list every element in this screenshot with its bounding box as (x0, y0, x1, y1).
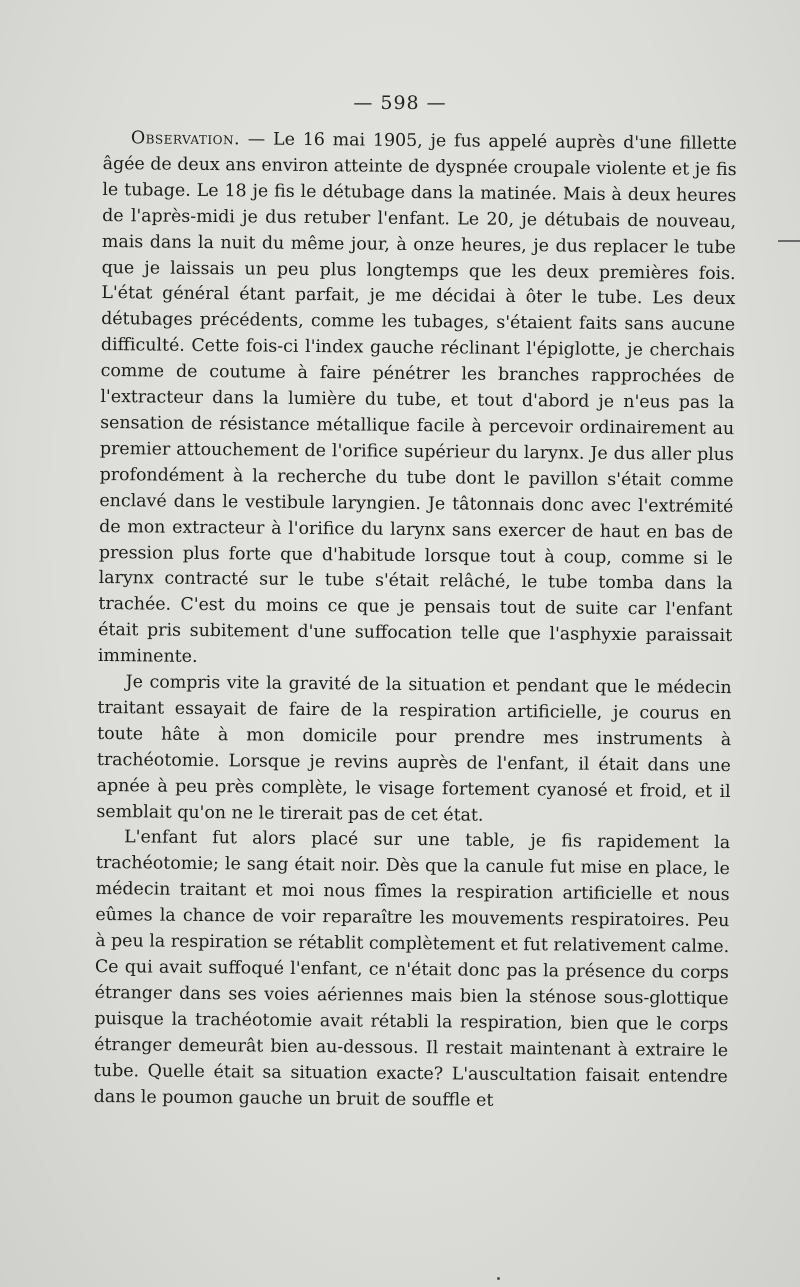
margin-mark (778, 240, 800, 242)
paragraph-text: Je compris vite la gravité de la situation et pendant que le médecin traitant essayait de faire de la respiration artificielle, je courus en toute hâte à mon domicile pour prendre mes instruments à trachéotomie. Lorsque je revins auprès de l'enfant, il était dans une apnée à peu près complète, le visage fortement cyanosé et froid, et il semblait qu'on ne le tirerait pas de cet état. (96, 672, 732, 826)
paragraph-text: Le 16 mai 1905, je fus appelé auprès d'une fillette âgée de deux ans environ atteinte de dyspnée croupale violente et je fis le tubage. Le 18 je fis le détubage dans la matinée. Mais à deux heures de l'après-midi je dus retuber l'enfant. Le 20, je détubais de nouveau, mais dans la nuit du même jour, à onze heures, je dus replacer le tube que je laissais un peu plus longtemps que les deux premières fois. L'état général étant parfait, je me décidai à ôter le tube. Les deux détubages précédents, comme les tubages, s'étaient faits sans aucune difficulté. Cette fois-ci l'index gauche réclinant l'épiglotte, je cherchais comme de coutume à faire pénétrer les branches rapprochées de l'extracteur dans la lumière du tube, et tout d'abord je n'eus pas la sensation de résistance métallique facile à percevoir ordinairement au premier attouchement de l'orifice supérieur du larynx. Je dus aller plus profondément à la recherche du tube dont le pavillon s'était comme enclavé dans le vestibule laryngien. Je tâtonnais donc avec l'extrémité de mon extracteur à l'orifice du larynx sans exercer de haut en bas de pression plus forte que d'habitude lorsque tout à coup, comme si le larynx contracté sur le tube s'était relâché, le tube tomba dans la trachée. C'est du moins ce que je pensais tout de suite car l'enfant était pris subitement d'une suffocation telle que l'asphyxie paraissait imminente. (97, 129, 737, 668)
observation-heading: Observation. (130, 128, 241, 150)
paragraph-observation (98, 126, 737, 676)
body-text (94, 126, 737, 1116)
heading-dash: — (239, 129, 274, 150)
paragraph-text: L'enfant fut alors placé sur une table, je fis rapidement la trachéotomie; le sang était noir. Dès que la canule fut mise en place, le médecin traitant et moi nous fîmes la respiration artificielle et nous eûmes la chance de voir reparaître les mouvements respiratoires. Peu à peu la respiration se rétablit complètement et fut relativement calme. Ce qui avait suffoqué l'enfant, ce n'était donc pas la présence du corps étranger dans ses voies aériennes mais bien la sténose sous-glottique puisque la trachéotomie avait rétabli la respiration, bien que le corps étranger demeurât bien au-dessous. Il restait maintenant à extraire le tube. Quelle était sa situation exacte? L'auscultation faisait entendre dans le poumon gauche un bruit de souffle et (93, 827, 731, 1111)
page-number: — 598 — (353, 92, 447, 114)
paragraph-gravity (96, 670, 731, 832)
paper-speck (497, 1277, 500, 1280)
paragraph-tracheotomy (94, 825, 731, 1116)
